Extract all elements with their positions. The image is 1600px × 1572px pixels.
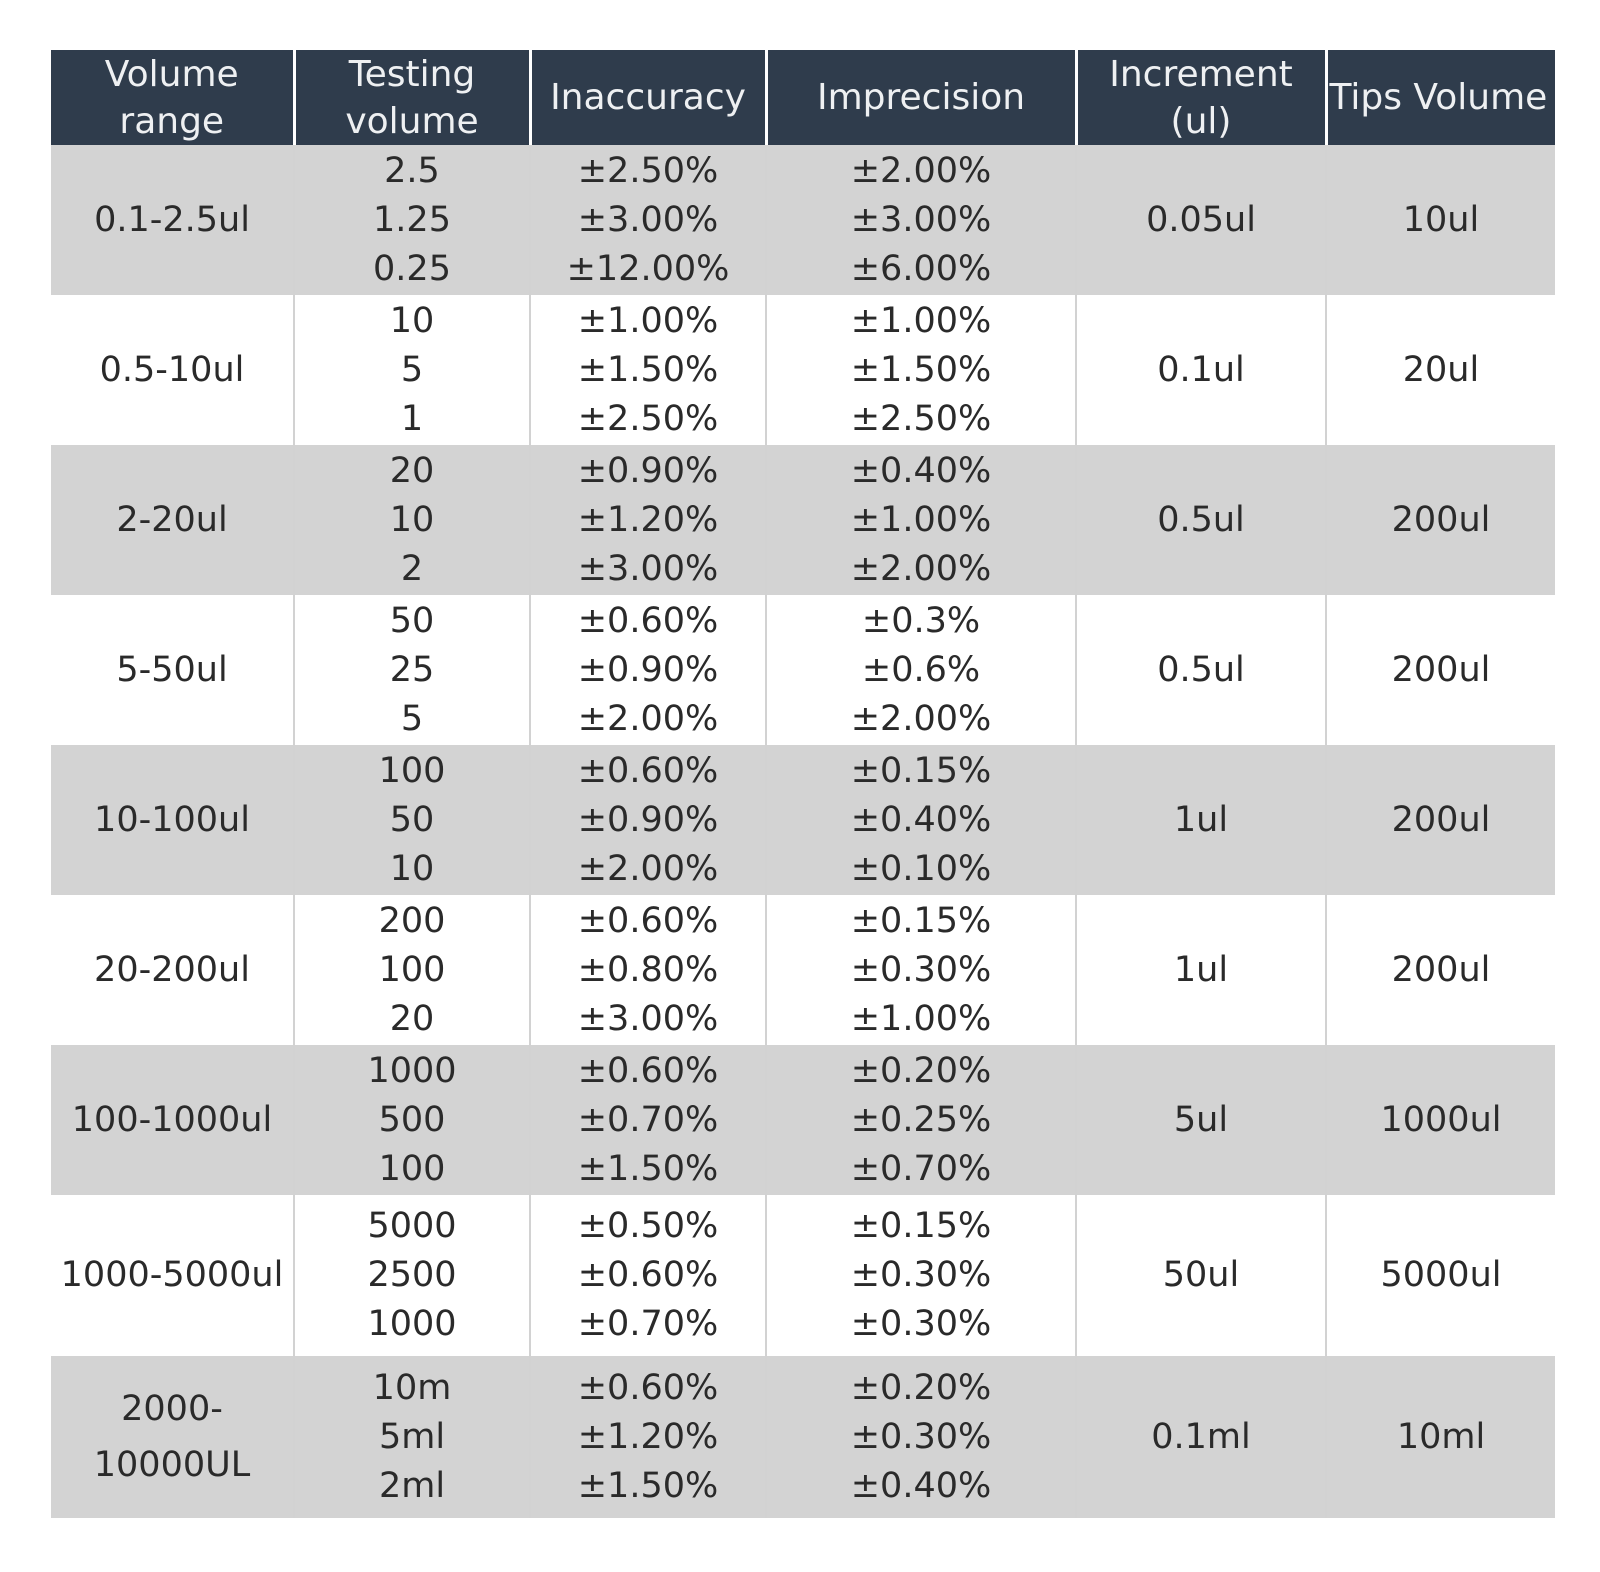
imprecision-value: ±0.40% bbox=[850, 450, 992, 491]
imprecision-value: ±1.00% bbox=[850, 300, 992, 341]
increment-value: 0.5ul bbox=[1157, 499, 1245, 540]
testing-volume-value: 10 bbox=[389, 300, 435, 341]
increment-value: 1ul bbox=[1173, 799, 1229, 840]
imprecision-value: ±0.15% bbox=[850, 750, 992, 791]
volume-range-cell bbox=[51, 295, 294, 445]
tips-volume-cell bbox=[1326, 145, 1555, 295]
imprecision-value: ±0.3% bbox=[861, 600, 981, 641]
volume-range-cell bbox=[51, 445, 294, 595]
testing-volume-value: 10m bbox=[372, 1367, 452, 1408]
testing-volume-cell bbox=[294, 1356, 530, 1518]
table-row bbox=[51, 445, 1555, 595]
inaccuracy-value: ±2.50% bbox=[577, 398, 719, 439]
inaccuracy-cell bbox=[530, 595, 766, 745]
header-tips-volume bbox=[1326, 50, 1555, 145]
testing-volume-value: 5000 bbox=[367, 1206, 457, 1246]
testing-volume-value: 25 bbox=[389, 649, 435, 690]
increment-value: 0.05ul bbox=[1146, 199, 1256, 240]
volume-range-cell bbox=[51, 1195, 294, 1356]
increment-cell bbox=[1076, 295, 1326, 445]
testing-volume-value: 5 bbox=[400, 698, 424, 739]
inaccuracy-cell bbox=[530, 1356, 766, 1518]
inaccuracy-value: ±0.60% bbox=[577, 1367, 719, 1408]
imprecision-cell bbox=[766, 295, 1076, 445]
table-body bbox=[51, 145, 1555, 1518]
inaccuracy-cell bbox=[530, 1195, 766, 1356]
imprecision-cell bbox=[766, 895, 1076, 1045]
tips-volume-cell bbox=[1326, 1356, 1555, 1518]
inaccuracy-value: ±1.20% bbox=[577, 499, 719, 540]
table-row bbox=[51, 1195, 1555, 1356]
header-row bbox=[51, 50, 1555, 145]
imprecision-value: ±1.50% bbox=[850, 349, 992, 390]
volume-range-value: 0.5-10ul bbox=[99, 349, 245, 390]
inaccuracy-value: ±0.60% bbox=[577, 600, 719, 641]
table-header bbox=[51, 50, 1555, 145]
header-increment bbox=[1076, 50, 1326, 145]
inaccuracy-value: ±0.60% bbox=[577, 1050, 719, 1091]
testing-volume-cell bbox=[294, 145, 530, 295]
tips-volume-cell bbox=[1326, 1195, 1555, 1356]
imprecision-value: ±0.25% bbox=[850, 1099, 992, 1140]
testing-volume-value: 100 bbox=[378, 750, 446, 791]
volume-range-value: 100-1000ul bbox=[71, 1099, 273, 1140]
testing-volume-value: 10 bbox=[389, 848, 435, 889]
header-volume-range bbox=[51, 50, 294, 145]
inaccuracy-value: ±2.00% bbox=[577, 698, 719, 739]
inaccuracy-cell bbox=[530, 895, 766, 1045]
testing-volume-value: 0.25 bbox=[373, 248, 451, 289]
inaccuracy-value: ±0.70% bbox=[577, 1304, 719, 1344]
increment-cell bbox=[1076, 595, 1326, 745]
increment-cell bbox=[1076, 1195, 1326, 1356]
header-label-line: volume bbox=[345, 100, 479, 142]
increment-value: 0.1ul bbox=[1157, 349, 1245, 390]
imprecision-value: ±0.30% bbox=[850, 1304, 992, 1344]
tips-volume-cell bbox=[1326, 445, 1555, 595]
tips-volume-cell bbox=[1326, 595, 1555, 745]
increment-value: 50ul bbox=[1162, 1255, 1240, 1295]
testing-volume-value: 20 bbox=[389, 998, 435, 1039]
tips-volume-cell bbox=[1326, 895, 1555, 1045]
header-label-line: Testing bbox=[348, 53, 476, 95]
testing-volume-value: 1000 bbox=[367, 1050, 457, 1091]
inaccuracy-value: ±0.60% bbox=[577, 900, 719, 941]
inaccuracy-value: ±1.50% bbox=[577, 349, 719, 390]
testing-volume-value: 2500 bbox=[367, 1255, 457, 1295]
volume-range-cell bbox=[51, 745, 294, 895]
volume-range-cell bbox=[51, 145, 294, 295]
volume-range-value: 5-50ul bbox=[116, 649, 228, 690]
inaccuracy-value: ±0.90% bbox=[577, 799, 719, 840]
header-label-line: Imprecision bbox=[816, 77, 1026, 118]
inaccuracy-cell bbox=[530, 1045, 766, 1195]
testing-volume-value: 20 bbox=[389, 450, 435, 491]
table-row bbox=[51, 595, 1555, 745]
testing-volume-value: 1.25 bbox=[373, 199, 451, 240]
testing-volume-value: 1 bbox=[400, 398, 424, 439]
tips-volume-cell bbox=[1326, 1045, 1555, 1195]
inaccuracy-value: ±0.60% bbox=[577, 750, 719, 791]
increment-cell bbox=[1076, 145, 1326, 295]
testing-volume-value: 5ml bbox=[378, 1416, 446, 1457]
header-label-line: Increment bbox=[1109, 53, 1293, 95]
inaccuracy-value: ±1.50% bbox=[577, 1465, 719, 1506]
inaccuracy-value: ±0.50% bbox=[577, 1206, 719, 1246]
inaccuracy-value: ±0.90% bbox=[577, 450, 719, 491]
increment-value: 1ul bbox=[1173, 949, 1229, 990]
increment-value: 5ul bbox=[1173, 1099, 1229, 1140]
inaccuracy-value: ±1.50% bbox=[577, 1148, 719, 1189]
volume-range-value: 1000-5000ul bbox=[60, 1255, 284, 1295]
testing-volume-cell bbox=[294, 445, 530, 595]
header-label-line: Tips Volume bbox=[1329, 77, 1548, 118]
imprecision-value: ±3.00% bbox=[850, 199, 992, 240]
inaccuracy-value: ±3.00% bbox=[577, 548, 719, 589]
inaccuracy-value: ±0.70% bbox=[577, 1099, 719, 1140]
volume-range-value: 0.1-2.5ul bbox=[94, 199, 250, 240]
table-row bbox=[51, 745, 1555, 895]
volume-range-cell bbox=[51, 895, 294, 1045]
inaccuracy-cell bbox=[530, 445, 766, 595]
imprecision-value: ±1.00% bbox=[850, 998, 992, 1039]
inaccuracy-value: ±0.90% bbox=[577, 649, 719, 690]
testing-volume-value: 100 bbox=[378, 949, 446, 990]
increment-cell bbox=[1076, 895, 1326, 1045]
increment-value: 0.1ml bbox=[1151, 1416, 1251, 1457]
inaccuracy-value: ±0.60% bbox=[577, 1255, 719, 1295]
imprecision-value: ±0.40% bbox=[850, 799, 992, 840]
imprecision-value: ±2.00% bbox=[850, 698, 992, 739]
tips-volume-value: 5000ul bbox=[1380, 1255, 1502, 1295]
inaccuracy-value: ±2.00% bbox=[577, 848, 719, 889]
tips-volume-value: 200ul bbox=[1391, 499, 1491, 540]
testing-volume-value: 5 bbox=[400, 349, 424, 390]
volume-range-value: 20-200ul bbox=[94, 949, 250, 990]
imprecision-cell bbox=[766, 445, 1076, 595]
imprecision-value: ±0.40% bbox=[850, 1465, 992, 1506]
imprecision-value: ±0.30% bbox=[850, 1416, 992, 1457]
testing-volume-value: 2 bbox=[400, 548, 424, 589]
imprecision-value: ±1.00% bbox=[850, 499, 992, 540]
header-label-line: Volume bbox=[104, 53, 239, 95]
pipette-spec-table bbox=[51, 50, 1555, 1518]
testing-volume-cell bbox=[294, 895, 530, 1045]
imprecision-value: ±0.70% bbox=[850, 1148, 992, 1189]
table-row bbox=[51, 295, 1555, 445]
imprecision-cell bbox=[766, 1195, 1076, 1356]
tips-volume-value: 200ul bbox=[1391, 649, 1491, 690]
imprecision-value: ±6.00% bbox=[850, 248, 992, 289]
testing-volume-value: 50 bbox=[389, 600, 435, 641]
increment-cell bbox=[1076, 745, 1326, 895]
tips-volume-cell bbox=[1326, 295, 1555, 445]
tips-volume-cell bbox=[1326, 745, 1555, 895]
header-testing-volume bbox=[294, 50, 530, 145]
imprecision-cell bbox=[766, 595, 1076, 745]
table-row bbox=[51, 145, 1555, 295]
inaccuracy-value: ±3.00% bbox=[577, 998, 719, 1039]
header-label-line: (ul) bbox=[1170, 100, 1232, 142]
tips-volume-value: 10ul bbox=[1402, 199, 1480, 240]
inaccuracy-value: ±1.00% bbox=[577, 300, 719, 341]
table-row bbox=[51, 1356, 1555, 1518]
tips-volume-value: 10ml bbox=[1396, 1416, 1486, 1457]
volume-range-cell bbox=[51, 595, 294, 745]
imprecision-value: ±0.15% bbox=[850, 900, 992, 941]
imprecision-value: ±0.20% bbox=[850, 1367, 992, 1408]
inaccuracy-value: ±2.50% bbox=[577, 150, 719, 191]
inaccuracy-value: ±3.00% bbox=[577, 199, 719, 240]
header-inaccuracy bbox=[530, 50, 766, 145]
testing-volume-value: 1000 bbox=[367, 1304, 457, 1344]
inaccuracy-cell bbox=[530, 145, 766, 295]
increment-cell bbox=[1076, 1045, 1326, 1195]
testing-volume-cell bbox=[294, 745, 530, 895]
imprecision-value: ±2.50% bbox=[850, 398, 992, 439]
testing-volume-value: 10 bbox=[389, 499, 435, 540]
inaccuracy-value: ±0.80% bbox=[577, 949, 719, 990]
table-row bbox=[51, 1045, 1555, 1195]
testing-volume-cell bbox=[294, 1045, 530, 1195]
imprecision-cell bbox=[766, 1045, 1076, 1195]
header-label-line: range bbox=[119, 100, 225, 142]
tips-volume-value: 200ul bbox=[1391, 949, 1491, 990]
imprecision-value: ±0.10% bbox=[850, 848, 992, 889]
volume-range-cell bbox=[51, 1045, 294, 1195]
testing-volume-cell bbox=[294, 295, 530, 445]
volume-range-value: 2000-10000UL bbox=[93, 1389, 251, 1485]
imprecision-cell bbox=[766, 145, 1076, 295]
imprecision-value: ±2.00% bbox=[850, 150, 992, 191]
volume-range-value: 2-20ul bbox=[116, 499, 228, 540]
inaccuracy-value: ±12.00% bbox=[566, 248, 730, 289]
imprecision-value: ±0.30% bbox=[850, 949, 992, 990]
imprecision-cell bbox=[766, 1356, 1076, 1518]
imprecision-value: ±0.20% bbox=[850, 1050, 992, 1091]
inaccuracy-cell bbox=[530, 295, 766, 445]
tips-volume-value: 20ul bbox=[1402, 349, 1480, 390]
imprecision-value: ±0.15% bbox=[850, 1206, 992, 1246]
increment-value: 0.5ul bbox=[1157, 649, 1245, 690]
testing-volume-value: 2ml bbox=[378, 1465, 446, 1506]
imprecision-value: ±0.6% bbox=[861, 649, 981, 690]
header-imprecision bbox=[766, 50, 1076, 145]
volume-range-cell bbox=[51, 1356, 294, 1518]
increment-cell bbox=[1076, 1356, 1326, 1518]
testing-volume-cell bbox=[294, 595, 530, 745]
testing-volume-value: 2.5 bbox=[384, 150, 440, 191]
header-label-line: Inaccuracy bbox=[550, 77, 746, 118]
testing-volume-cell bbox=[294, 1195, 530, 1356]
testing-volume-value: 500 bbox=[378, 1099, 446, 1140]
inaccuracy-cell bbox=[530, 745, 766, 895]
tips-volume-value: 1000ul bbox=[1380, 1099, 1502, 1140]
imprecision-cell bbox=[766, 745, 1076, 895]
table-row bbox=[51, 895, 1555, 1045]
increment-cell bbox=[1076, 445, 1326, 595]
testing-volume-value: 200 bbox=[378, 900, 446, 941]
volume-range-value: 10-100ul bbox=[94, 799, 250, 840]
inaccuracy-value: ±1.20% bbox=[577, 1416, 719, 1457]
testing-volume-value: 50 bbox=[389, 799, 435, 840]
imprecision-value: ±0.30% bbox=[850, 1255, 992, 1295]
tips-volume-value: 200ul bbox=[1391, 799, 1491, 840]
imprecision-value: ±2.00% bbox=[850, 548, 992, 589]
testing-volume-value: 100 bbox=[378, 1148, 446, 1189]
